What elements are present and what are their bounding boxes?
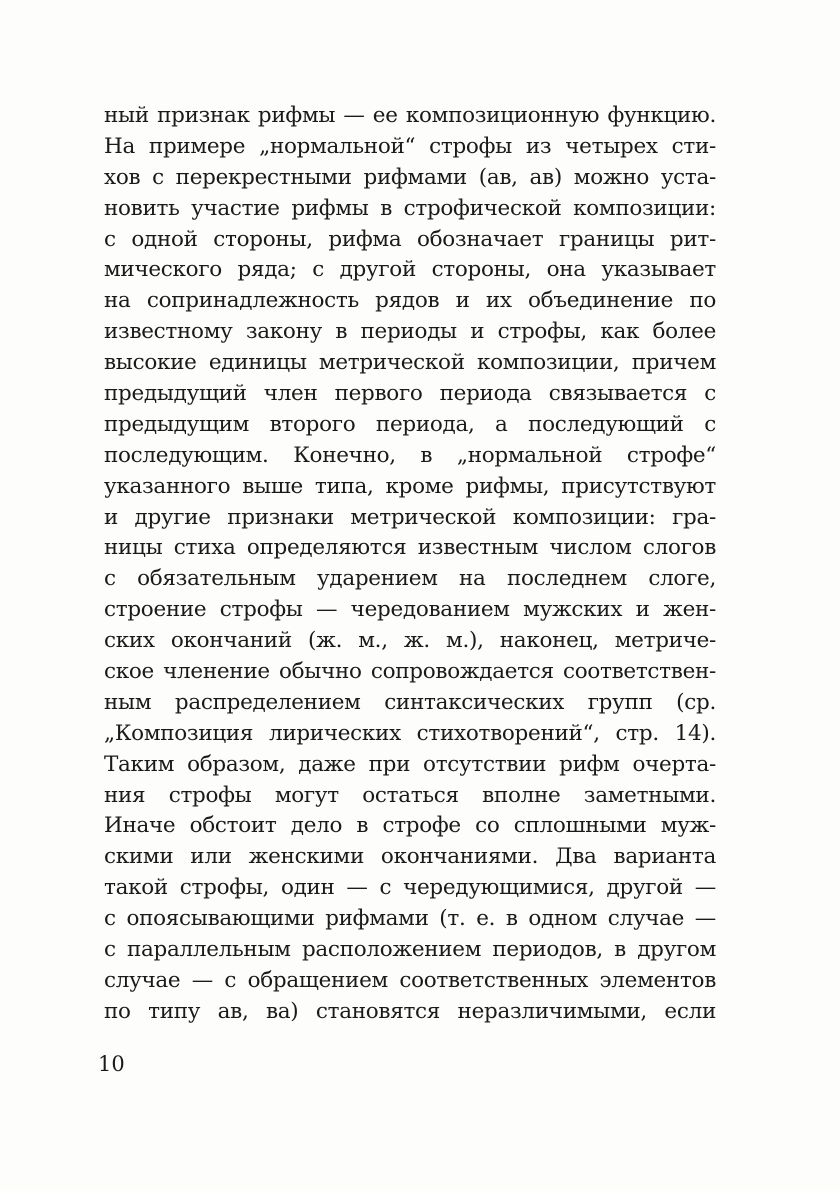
text-line: ницы стиха определяются известным числом слогов [104,535,716,561]
text-line: с одной стороны, рифма обозначает границы рит- [104,226,716,252]
text-line: На примере „нормальной“ строфы из четырех сти- [104,133,716,159]
text-line: с опоясывающими рифмами (т. е. в одном случае — [104,906,716,932]
text-line: ских окончаний (ж. м., ж. м.), наконец, метриче- [104,628,716,654]
text-line: строение строфы — чередованием мужских и жен- [104,597,716,623]
page-number: 10 [98,1052,125,1076]
body-text [104,101,716,1028]
text-line: скими или женскими окончаниями. Два варианта [104,844,716,870]
text-line: Таким образом, даже при отсутствии рифм очерта- [104,751,716,777]
text-line: и другие признаки метрической композиции: гра- [104,504,716,530]
text-line: ный признак рифмы — ее композиционную функцию. [104,103,716,128]
text-line: ское членение обычно сопровождается соответствен- [104,659,716,685]
text-line: предыдущим второго периода, а последующий с [104,411,716,437]
text-line: высокие единицы метрической композиции, причем [104,350,716,376]
text-line: предыдущий член первого периода связывается с [104,381,716,407]
text-line: с параллельным расположением периодов, в другом [104,937,716,963]
text-line: с обязательным ударением на последнем слоге, [104,566,716,592]
text-line: последующим. Конечно, в „нормальной строфе“ [104,442,716,468]
text-line: хов с перекрестными рифмами (ав, ав) можно уста- [104,164,716,190]
text-line: по типу ав, ва) становятся неразличимыми, если [104,998,716,1024]
text-line: Иначе обстоит дело в строфе со сплошными муж- [104,813,716,839]
text-line: ным распределением синтаксических групп (ср. [104,689,716,715]
text-line: новить участие рифмы в строфической композиции: [104,195,716,221]
text-line: случае — с обращением соответственных элементов [104,967,716,993]
text-line: на сопринадлежность рядов и их объединение по [104,288,716,314]
text-line: „Композиция лирических стихотворений“, стр. 14). [104,720,716,746]
text-line: известному закону в периоды и строфы, как более [104,319,716,345]
text-line: мического ряда; с другой стороны, она указывает [104,257,716,283]
text-line: указанного выше типа, кроме рифмы, присутствуют [104,473,716,499]
text-line: ния строфы могут остаться вполне заметными. [104,782,716,808]
text-line: такой строфы, один — с чередующимися, другой — [104,875,716,901]
